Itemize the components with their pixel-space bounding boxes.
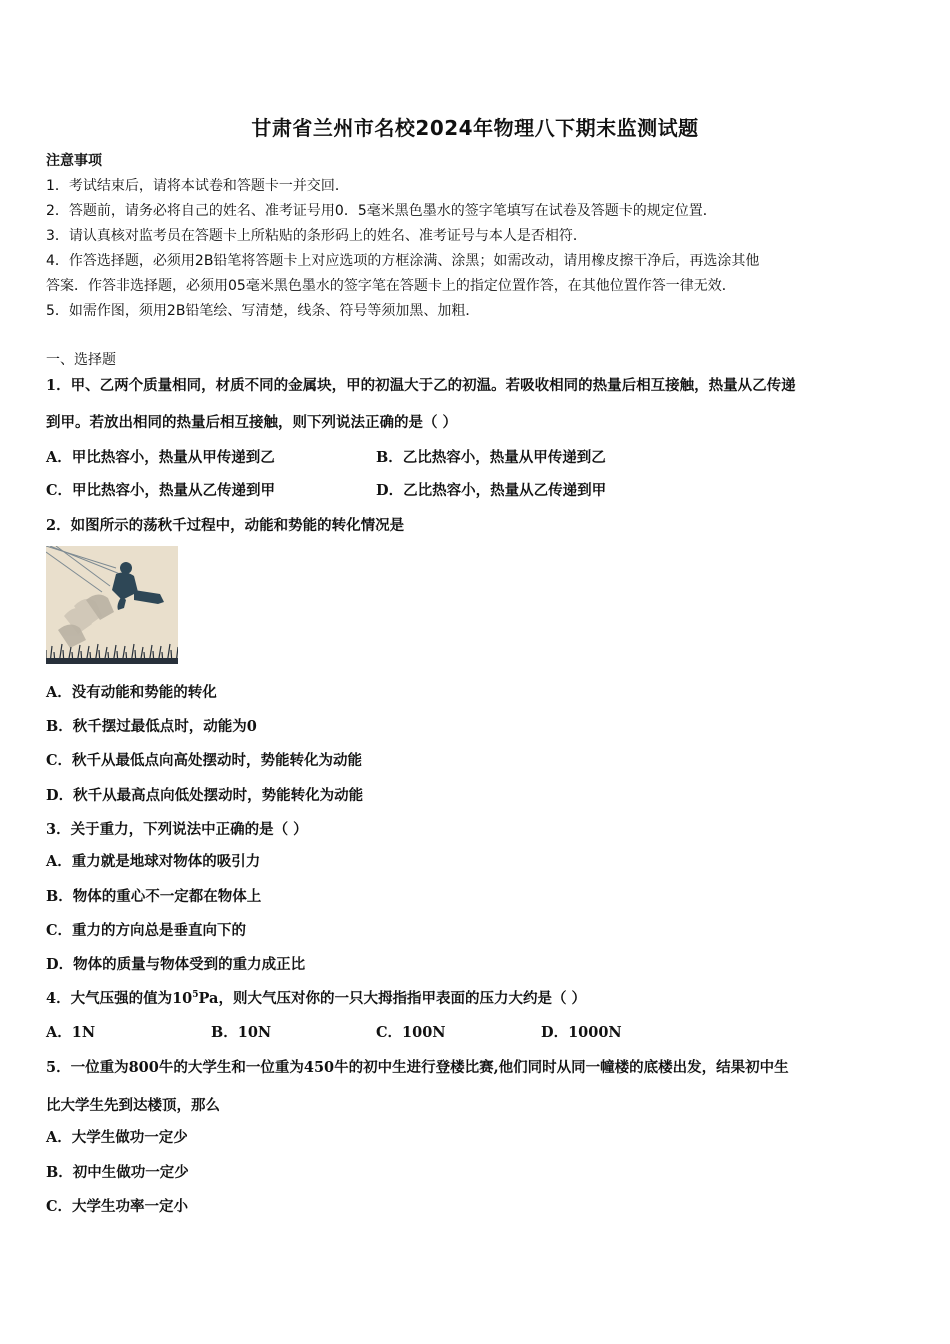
- notice-item-3: 3．请认真核对监考员在答题卡上所粘贴的条形码上的姓名、准考证号与本人是否相符．: [46, 228, 587, 244]
- notice-item-4: 4．作答选择题，必须用2B铅笔将答题卡上对应选项的方框涂满、涂黑；如需改动，请用橡皮擦干净后，再选涂其他: [46, 253, 760, 269]
- q1-option-d: D．乙比热容小，热量从乙传递到甲: [376, 482, 607, 499]
- q3-option-b: B．物体的重心不一定都在物体上: [46, 888, 262, 905]
- q5-option-c: C．大学生功率一定小: [46, 1198, 189, 1215]
- q3-option-c: C．重力的方向总是垂直向下的: [46, 922, 247, 939]
- q1-option-a: A．甲比热容小，热量从甲传递到乙: [46, 449, 275, 466]
- q5-stem-line1: 5．一位重为800牛的大学生和一位重为450牛的初中生进行登楼比赛,他们同时从同一幢楼的底楼出发，结果初中生: [46, 1059, 789, 1076]
- q5-option-b: B．初中生做功一定少: [46, 1164, 189, 1181]
- q1-option-c: C．甲比热容小，热量从乙传递到甲: [46, 482, 276, 499]
- notice-item-4-cont: 答案．作答非选择题，必须用05毫米黑色墨水的签字笔在答题卡上的指定位置作答，在其他位置作答一律无效．: [46, 278, 736, 294]
- q2-option-a: A．没有动能和势能的转化: [46, 684, 217, 701]
- q2-stem: 2．如图所示的荡秋千过程中，动能和势能的转化情况是: [46, 517, 405, 534]
- q5-stem-line2: 比大学生先到达楼顶，那么: [46, 1097, 220, 1114]
- q1-stem-line1: 1．甲、乙两个质量相同，材质不同的金属块，甲的初温大于乙的初温。若吸收相同的热量后相互接触，热量从乙传递: [46, 377, 796, 394]
- notice-heading: 注意事项: [46, 153, 102, 169]
- q2-option-b: B．秋千摆过最低点时，动能为0: [46, 718, 257, 735]
- q3-option-d: D．物体的质量与物体受到的重力成正比: [46, 956, 306, 973]
- q3-option-a: A．重力就是地球对物体的吸引力: [46, 853, 261, 870]
- q2-option-d: D．秋千从最高点向低处摆动时，势能转化为动能: [46, 787, 364, 804]
- q1-option-b: B．乙比热容小，热量从甲传递到乙: [376, 449, 606, 466]
- q4-option-c: C．100N: [376, 1024, 446, 1041]
- page-title: 甘肃省兰州市名校2024年物理八下期末监测试题: [251, 116, 699, 140]
- q5-option-a: A．大学生做功一定少: [46, 1129, 188, 1146]
- q4-option-b: B．10N: [211, 1024, 272, 1041]
- q2-option-c: C．秋千从最低点向高处摆动时，势能转化为动能: [46, 752, 363, 769]
- q1-stem-line2: 到甲。若放出相同的热量后相互接触，则下列说法正确的是（ ）: [46, 414, 458, 431]
- q3-stem: 3．关于重力，下列说法中正确的是（ ）: [46, 821, 308, 838]
- q4-option-d: D．1000N: [541, 1024, 622, 1041]
- q4-option-a: A．1N: [46, 1024, 96, 1041]
- section-heading: 一、选择题: [46, 352, 116, 368]
- swing-figure: [46, 546, 178, 664]
- notice-item-2: 2．答题前，请务必将自己的姓名、准考证号用0．5毫米黑色墨水的签字笔填写在试卷及答题卡的规定位置．: [46, 203, 717, 219]
- notice-item-5: 5．如需作图，须用2B铅笔绘、写清楚，线条、符号等须加黑、加粗．: [46, 303, 480, 319]
- q4-stem: 4．大气压强的值为$10^5Pa$，则大气压对你的一只大拇指指甲表面的压力大约是（ ）: [46, 990, 587, 1007]
- notice-item-1: 1．考试结束后，请将本试卷和答题卡一并交回．: [46, 178, 349, 194]
